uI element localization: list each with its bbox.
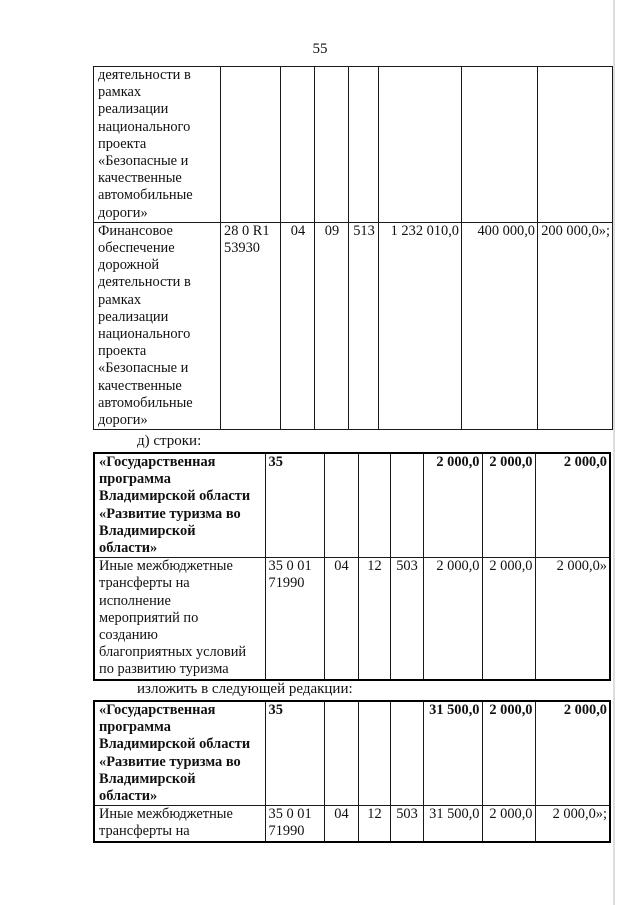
code-line: 35 0 01 (268, 558, 312, 575)
name-line: Владимирской (99, 522, 196, 539)
name-line: национального (98, 118, 191, 135)
name-line: Владимирской области (99, 736, 251, 753)
cell-subsection: 12 (358, 558, 390, 680)
cell-expense-type: 503 (390, 558, 423, 680)
cell-amount-3: 2 000,0» (535, 558, 610, 680)
cell-section: 04 (324, 558, 358, 680)
cell-code (265, 453, 324, 558)
code-line: 71990 (268, 823, 305, 840)
name-line: «Развитие туризма во (99, 753, 241, 770)
cell-code (265, 701, 324, 806)
cell-name (94, 222, 221, 429)
table-row (94, 558, 610, 680)
cell-expense-type (390, 701, 423, 806)
cell-amount-3: 2 000,0»; (535, 806, 610, 842)
page-number: 55 (312, 41, 328, 57)
name-line: реализации (98, 101, 169, 118)
name-line: «Государственная (99, 454, 216, 470)
name-line: деятельности в (98, 67, 191, 83)
cell-section (324, 453, 358, 558)
name-line: области» (99, 788, 158, 805)
cell-amount-2: 2 000,0 (482, 806, 535, 842)
name-line: дороги» (98, 412, 148, 429)
name-line: автомобильные (98, 394, 193, 411)
budget-table-top (93, 66, 613, 430)
name-line: реализации (98, 308, 169, 325)
cell-amount-1 (379, 67, 462, 223)
cell-name (94, 558, 265, 680)
name-line: программа (99, 471, 171, 488)
name-line: дорожной (98, 257, 160, 274)
cell-code (221, 67, 281, 223)
name-line: обеспечение (98, 240, 175, 257)
cell-expense-type: 503 (390, 806, 423, 842)
caption-d-rows: д) строки: (137, 433, 202, 449)
name-line: «Развитие туризма во (99, 505, 241, 522)
name-line: мероприятий по (99, 609, 199, 626)
name-line: Владимирской (99, 770, 196, 787)
cell-amount-1: 2 000,0 (423, 453, 482, 558)
cell-code (265, 558, 324, 680)
cell-amount-2 (462, 67, 538, 223)
table-row (94, 701, 610, 806)
name-line: благоприятных условий (99, 644, 247, 661)
name-line: «Безопасные и (98, 360, 189, 377)
name-line: Владимирской области (99, 488, 251, 505)
cell-subsection (358, 701, 390, 806)
cell-section: 04 (324, 806, 358, 842)
cell-subsection: 09 (315, 222, 349, 429)
code-line: 71990 (268, 575, 305, 592)
cell-name (94, 67, 221, 223)
name-line: исполнение (99, 592, 171, 609)
name-line: трансферты на (99, 575, 190, 592)
name-line: качественные (98, 377, 182, 394)
cell-section: 04 (281, 222, 315, 429)
name-line: автомобильные (98, 187, 193, 204)
cell-amount-1: 31 500,0 (423, 701, 482, 806)
cell-expense-type (390, 453, 423, 558)
code-line: 28 0 R1 (224, 222, 270, 239)
name-line: дороги» (98, 204, 148, 221)
cell-subsection: 12 (358, 806, 390, 842)
cell-amount-3: 200 000,0»; (538, 222, 613, 429)
name-line: созданию (99, 627, 158, 644)
cell-name (94, 453, 265, 558)
cell-amount-1: 2 000,0 (423, 558, 482, 680)
name-line: «Безопасные и (98, 153, 189, 170)
cell-name (94, 806, 265, 842)
budget-table-old-rows (93, 452, 611, 681)
cell-section (281, 67, 315, 223)
name-line: трансферты на (99, 823, 190, 840)
cell-section (324, 701, 358, 806)
cell-amount-3: 2 000,0 (535, 701, 610, 806)
name-line: Финансовое (98, 222, 173, 239)
cell-subsection (358, 453, 390, 558)
cell-amount-1: 31 500,0 (423, 806, 482, 842)
table-row (94, 222, 613, 429)
name-line: проекта (98, 135, 147, 152)
cell-amount-2: 400 000,0 (462, 222, 538, 429)
table-row (94, 453, 610, 558)
table-row (94, 67, 613, 223)
table-row (94, 806, 610, 842)
cell-amount-3: 2 000,0 (535, 453, 610, 558)
name-line: Иные межбюджетные (99, 558, 233, 575)
cell-code (265, 806, 324, 842)
cell-amount-3 (538, 67, 613, 223)
cell-expense-type: 513 (349, 222, 379, 429)
cell-amount-2: 2 000,0 (482, 558, 535, 680)
name-line: программа (99, 719, 171, 736)
cell-name (94, 701, 265, 806)
caption-new-edition: изложить в следующей редакции: (137, 681, 353, 697)
name-line: «Государственная (99, 702, 216, 718)
code-line: 35 (268, 702, 283, 718)
name-line: рамках (98, 84, 142, 101)
name-line: качественные (98, 170, 182, 187)
name-line: рамках (98, 291, 142, 308)
page-edge (613, 0, 615, 905)
budget-table-new-edition (93, 700, 611, 843)
cell-code (221, 222, 281, 429)
name-line: по развитию туризма (99, 661, 229, 678)
name-line: области» (99, 540, 158, 557)
name-line: национального (98, 326, 191, 343)
code-line: 53930 (224, 240, 260, 257)
name-line: Иные межбюджетные (99, 806, 233, 823)
code-line: 35 (268, 454, 283, 470)
code-line: 35 0 01 (268, 806, 312, 823)
cell-amount-1: 1 232 010,0 (379, 222, 462, 429)
name-line: проекта (98, 343, 147, 360)
cell-amount-2: 2 000,0 (482, 453, 535, 558)
cell-amount-2: 2 000,0 (482, 701, 535, 806)
name-line: деятельности в (98, 274, 191, 291)
cell-expense-type (349, 67, 379, 223)
cell-subsection (315, 67, 349, 223)
